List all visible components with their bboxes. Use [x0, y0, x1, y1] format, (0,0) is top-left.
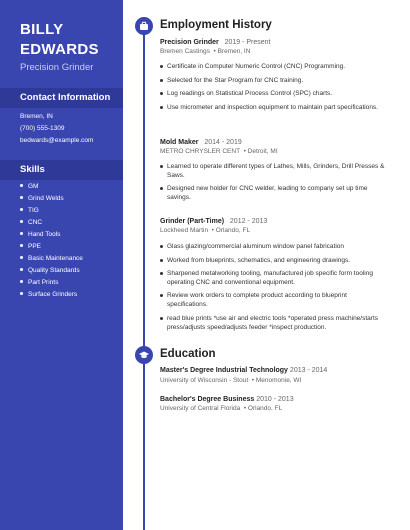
skill-item: Surface Grinders [20, 291, 77, 298]
job-title: Precision Grinder [160, 39, 219, 46]
education-degree: Bachelor's Degree Business [160, 396, 255, 403]
job-company-line: Bremen Castings • Bremen, IN [160, 48, 251, 55]
job-company-line: Lockheed Martin • Orlando, FL [160, 227, 251, 234]
education-header [160, 367, 327, 374]
education-location: Orlando, FL [247, 405, 283, 412]
job-bullet: Use micrometer and inspection equipment to maintain part specifications. [167, 103, 387, 112]
job-company-line: METRO CHRYSLER CENT • Detroit, MI [160, 148, 278, 155]
education-school-line: University of Wisconsin - Stout • Menomonie, WI [160, 377, 302, 384]
education-school-line: University of Central Florida • Orlando, FL [160, 405, 283, 412]
education-dates: 2013 - 2014 [289, 367, 328, 374]
skill-item: Basic Maintenance [20, 255, 83, 262]
job-bullet: read blue prints *use air and electric tools *operated press machine/starts press/adjusts speed/adjusts feeder *inspect production. [167, 314, 387, 332]
person-title: Precision Grinder [20, 62, 94, 73]
job-header [160, 139, 242, 146]
job-header [160, 39, 271, 46]
graduation-cap-icon [135, 346, 153, 364]
contact-location: Bremen, IN [20, 113, 53, 120]
skills-heading-bar [0, 160, 123, 180]
job-location: Bremen, IN [217, 48, 251, 55]
job-bullet: Selected for the Star Program for CNC training. [167, 76, 387, 85]
skill-item: Hand Tools [20, 231, 60, 238]
job-company: Bremen Castings [160, 48, 210, 55]
skill-item: Grind Welds [20, 195, 64, 202]
job-location: Detroit, MI [247, 148, 278, 155]
education-degree: Master's Degree Industrial Technology [160, 367, 288, 374]
job-location: Orlando, FL [215, 227, 251, 234]
person-name: BILLY EDWARDS [20, 21, 99, 58]
education-school: University of Wisconsin - Stout [160, 377, 249, 384]
job-bullet: Designed new holder for CNC welder, leading to company set up time savings. [167, 184, 387, 202]
job-title: Grinder (Part-Time) [160, 218, 225, 225]
job-dates: 2012 - 2013 [229, 218, 268, 225]
briefcase-icon [135, 17, 153, 35]
job-title: Mold Maker [160, 139, 199, 146]
job-bullet: Log readings on Statistical Process Control (SPC) charts. [167, 89, 387, 98]
education-school: University of Central Florida [160, 405, 241, 412]
job-company: Lockheed Martin [160, 227, 209, 234]
education-location: Menomonie, WI [255, 377, 302, 384]
contact-phone: (700) 555-1309 [20, 125, 65, 132]
job-dates: 2019 - Present [224, 39, 271, 46]
job-bullet: Worked from blueprints, schematics, and engineering drawings. [167, 256, 387, 265]
job-bullet: Learned to operate different types of Lathes, Mills, Grinders, Drill Presses & Saws. [167, 162, 387, 180]
job-bullet: Sharpened metalworking tooling, manufactured job specific form tooling operating CNC and conventional equipment. [167, 269, 387, 287]
contact-heading-bar [0, 88, 123, 108]
skill-item: PPE [20, 243, 41, 250]
timeline-line [143, 28, 145, 530]
job-dates: 2014 - 2019 [204, 139, 242, 146]
job-company: METRO CHRYSLER CENT [160, 148, 240, 155]
education-header [160, 396, 294, 403]
job-bullet: Glass glazing/commercial aluminum window panel fabrication [167, 242, 387, 251]
skill-item: CNC [20, 219, 42, 226]
job-header [160, 218, 267, 225]
skill-item: GM [20, 183, 38, 190]
skill-item: Part Prints [20, 279, 58, 286]
job-bullet: Certificate in Computer Numeric Control (CNC) Programming. [167, 62, 387, 71]
employment-heading: Employment History [160, 19, 272, 31]
skill-item: TIG [20, 207, 39, 214]
skills-heading: Skills [20, 164, 45, 175]
education-dates: 2010 - 2013 [256, 396, 294, 403]
education-heading: Education [160, 348, 216, 360]
contact-heading: Contact Information [20, 92, 111, 103]
sidebar [0, 0, 123, 530]
contact-email: bedwards@example.com [20, 137, 94, 144]
skill-item: Quality Standards [20, 267, 80, 274]
job-bullet: Review work orders to complete product according to blueprint specifications. [167, 291, 387, 309]
